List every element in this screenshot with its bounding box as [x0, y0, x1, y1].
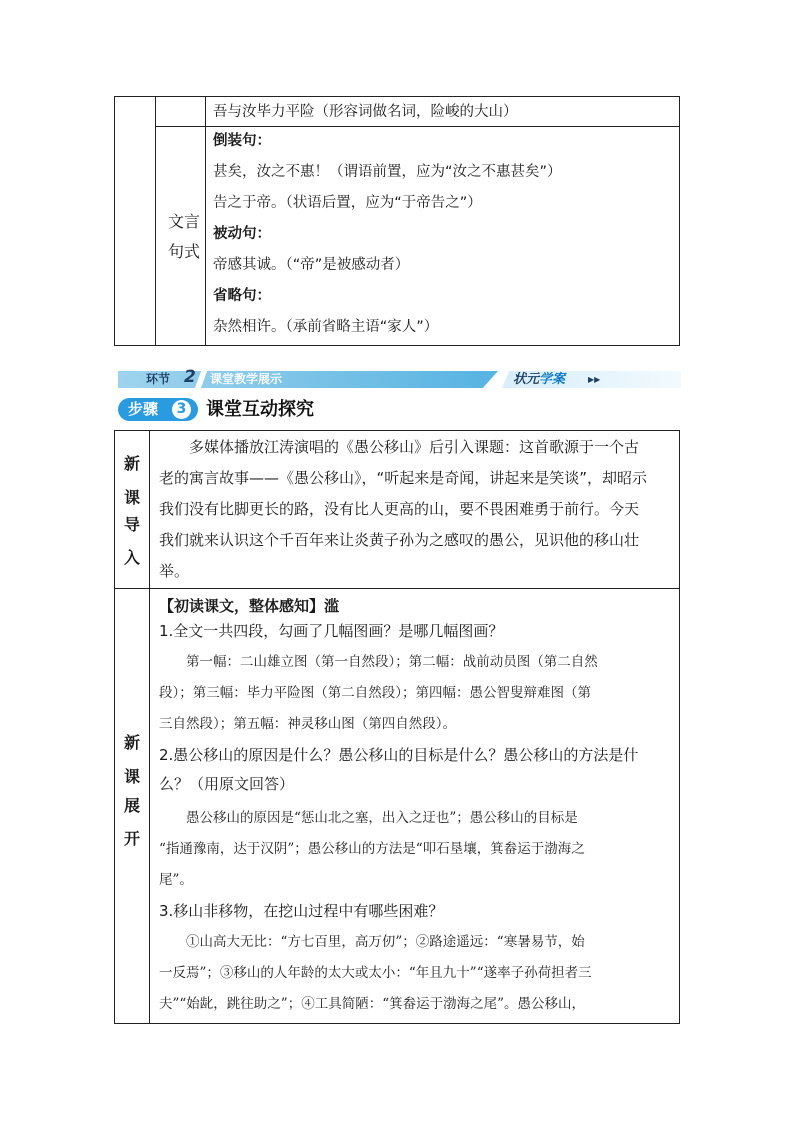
section-banner	[118, 367, 681, 388]
table-divider	[155, 126, 679, 127]
table-cell-text: 告之于帝。（状语后置，应为“于帝告之”）	[213, 195, 482, 211]
table-divider	[149, 431, 150, 1023]
section-icon: 滥	[324, 597, 340, 615]
arrow-icon: ▶▶	[588, 375, 601, 384]
banner-number: 2	[184, 367, 196, 387]
section-heading	[159, 596, 339, 616]
row-label: 课	[123, 767, 140, 786]
step-label: 步骤	[128, 400, 159, 418]
row-label: 新	[123, 454, 140, 473]
row-label: 文言	[167, 212, 200, 231]
question: 么？（用原文回答）	[159, 775, 295, 793]
brand-text: 学案	[539, 372, 566, 387]
paragraph-line: 我们没有比脚更长的路，没有比人更高的山，要不畏困难勇于前行。今天	[159, 500, 640, 518]
table-cell-text: 甚矣，汝之不惠！（谓语前置，应为“汝之不惠甚矣”）	[213, 164, 562, 180]
question: 2.愚公移山的原因是什么？愚公移山的目标是什么？愚公移山的方法是什	[159, 746, 639, 764]
row-label: 入	[123, 548, 140, 567]
top-table	[114, 96, 680, 346]
section-heading: 倒装句：	[213, 133, 271, 149]
answer-line: 尾”。	[159, 872, 193, 888]
step-number: 3	[172, 400, 191, 419]
section-title: 【初读课文，整体感知】	[159, 597, 325, 615]
lesson-table	[114, 430, 680, 1024]
table-cell-text: 吾与汝毕力平险（形容词做名词，险峻的大山）	[213, 104, 518, 120]
table-divider	[115, 588, 679, 589]
page-title: 课堂互动探究	[206, 399, 314, 420]
banner-title: 课堂教学展示	[210, 372, 283, 386]
table-cell-text: 杂然相许。（承前省略主语“家人”）	[213, 319, 439, 335]
section-heading: 省略句：	[213, 288, 271, 304]
answer-line: ①山高大无比：“方七百里，高万仞”；②路途遥远：“寒暑易节，始	[159, 934, 585, 950]
answer-line: 一反焉”；③移山的人年龄的太大或太小：“年且九十”“遂率子孙荷担者三	[159, 965, 592, 981]
answer-line: 三自然段）；第五幅：神灵移山图（第四自然段）。	[159, 716, 456, 732]
section-heading: 被动句：	[213, 226, 271, 242]
answer-line: “指通豫南，达于汉阴”；愚公移山的方法是“叩石垦壤，箕畚运于渤海之	[159, 841, 585, 857]
answer-line: 第一幅：二山雄立图（第一自然段）；第二幅：战前动员图（第二自然	[159, 654, 598, 670]
row-label: 导	[123, 515, 140, 534]
brand-logo	[513, 371, 565, 388]
paragraph-line: 多媒体播放江涛演唱的《愚公移山》后引入课题：这首歌源于一个古	[159, 438, 640, 456]
row-label: 课	[123, 488, 140, 507]
row-label: 开	[123, 829, 140, 848]
row-label: 句式	[167, 242, 200, 261]
banner-label: 环节	[146, 372, 171, 386]
table-cell-text: 帝感其诚。（“帝”是被感动者）	[213, 257, 410, 273]
row-label: 展	[123, 796, 140, 815]
answer-line: 段）；第三幅：毕力平险图（第二自然段）；第四幅：愚公智叟辩难图（第	[159, 685, 591, 701]
row-label: 新	[123, 733, 140, 752]
paragraph-line: 举。	[159, 562, 190, 580]
question: 3.移山非移物，在挖山过程中有哪些困难？	[159, 902, 444, 920]
brand-text: 状元	[513, 372, 540, 387]
answer-line: 愚公移山的原因是“惩山北之塞，出入之迂也”；愚公移山的目标是	[159, 810, 578, 826]
answer-line: 夫”“始龀，跳往助之”；④工具简陋：“箕畚运于渤海之尾”。愚公移山，	[159, 996, 586, 1012]
paragraph-line: 老的寓言故事——《愚公移山》，“听起来是奇闻，讲起来是笑谈”，却昭示	[159, 469, 648, 487]
step-badge	[118, 398, 198, 421]
question: 1.全文一共四段，勾画了几幅图画？是哪几幅图画？	[159, 622, 504, 640]
banner-background	[118, 371, 498, 388]
paragraph-line: 我们就来认识这个千百年来让炎黄子孙为之感叹的愚公，见识他的移山壮	[159, 531, 640, 549]
